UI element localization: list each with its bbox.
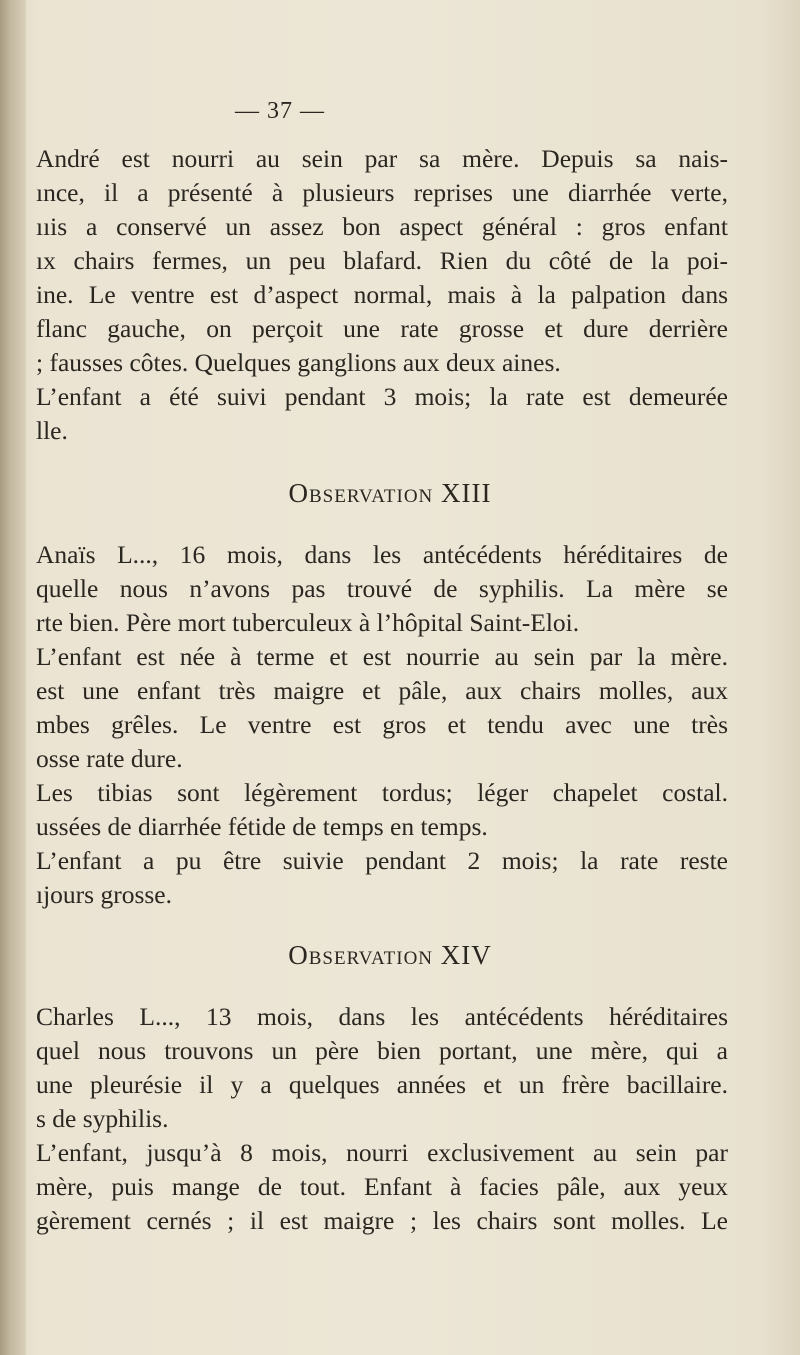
text-line: Les tibias sont légèrement tordus; léger chapelet costal. — [36, 778, 728, 807]
text-line: une pleurésie il y a quelques années et un frère bacillaire. — [36, 1070, 728, 1099]
text-line: ussées de diarrhée fétide de temps en temps. — [36, 812, 488, 841]
text-line: ınce, il a présenté à plusieurs reprises une diarrhée verte, — [36, 178, 728, 207]
observation-heading: Observation XIV — [288, 940, 492, 970]
text-line: Anaïs L..., 16 mois, dans les antécédents héréditaires de — [36, 540, 728, 569]
text-line: ıx chairs fermes, un peu blafard. Rien du côté de la poi- — [36, 246, 728, 275]
observation-heading: Observation XIII — [288, 478, 492, 508]
text-line: flanc gauche, on perçoit une rate grosse et dure derrière — [36, 314, 728, 343]
text-line: rte bien. Père mort tuberculeux à l’hôpital Saint-Eloi. — [36, 608, 580, 637]
text-line: lle. — [36, 416, 68, 445]
text-line: ; fausses côtes. Quelques ganglions aux deux aines. — [36, 348, 561, 377]
text-line: André est nourri au sein par sa mère. Depuis sa nais- — [36, 144, 728, 173]
text-line: ine. Le ventre est d’aspect normal, mais à la palpation dans — [36, 280, 728, 309]
text-line: mbes grêles. Le ventre est gros et tendu avec une très — [36, 710, 728, 739]
text-line: quelle nous n’avons pas trouvé de syphilis. La mère se — [36, 574, 728, 603]
text-line: quel nous trouvons un père bien portant, une mère, qui a — [36, 1036, 728, 1065]
page-gutter — [0, 0, 26, 1355]
text-line: L’enfant est née à terme et est nourrie au sein par la mère. — [36, 642, 728, 671]
text-line: Charles L..., 13 mois, dans les antécédents héréditaires — [36, 1002, 728, 1031]
text-line: ııis a conservé un assez bon aspect général : gros enfant — [36, 212, 728, 241]
paragraph-observation-xiv — [36, 1000, 728, 1238]
text-line: ıjours grosse. — [36, 880, 172, 909]
text-line: gèrement cernés ; il est maigre ; les chairs sont molles. Le — [36, 1206, 728, 1235]
text-line: L’enfant a pu être suivie pendant 2 mois; la rate reste — [36, 846, 728, 875]
text-line: osse rate dure. — [36, 744, 183, 773]
paragraph-observation-xiii — [36, 538, 728, 912]
text-line: est une enfant très maigre et pâle, aux chairs molles, aux — [36, 676, 728, 705]
text-line: L’enfant a été suivi pendant 3 mois; la rate est demeurée — [36, 382, 728, 411]
text-line: s de syphilis. — [36, 1104, 169, 1133]
text-line: mère, puis mange de tout. Enfant à facies pâle, aux yeux — [36, 1172, 728, 1201]
paragraph-andre — [36, 142, 728, 448]
text-line: L’enfant, jusqu’à 8 mois, nourri exclusivement au sein par — [36, 1138, 728, 1167]
page-number: — 37 — — [235, 98, 325, 124]
